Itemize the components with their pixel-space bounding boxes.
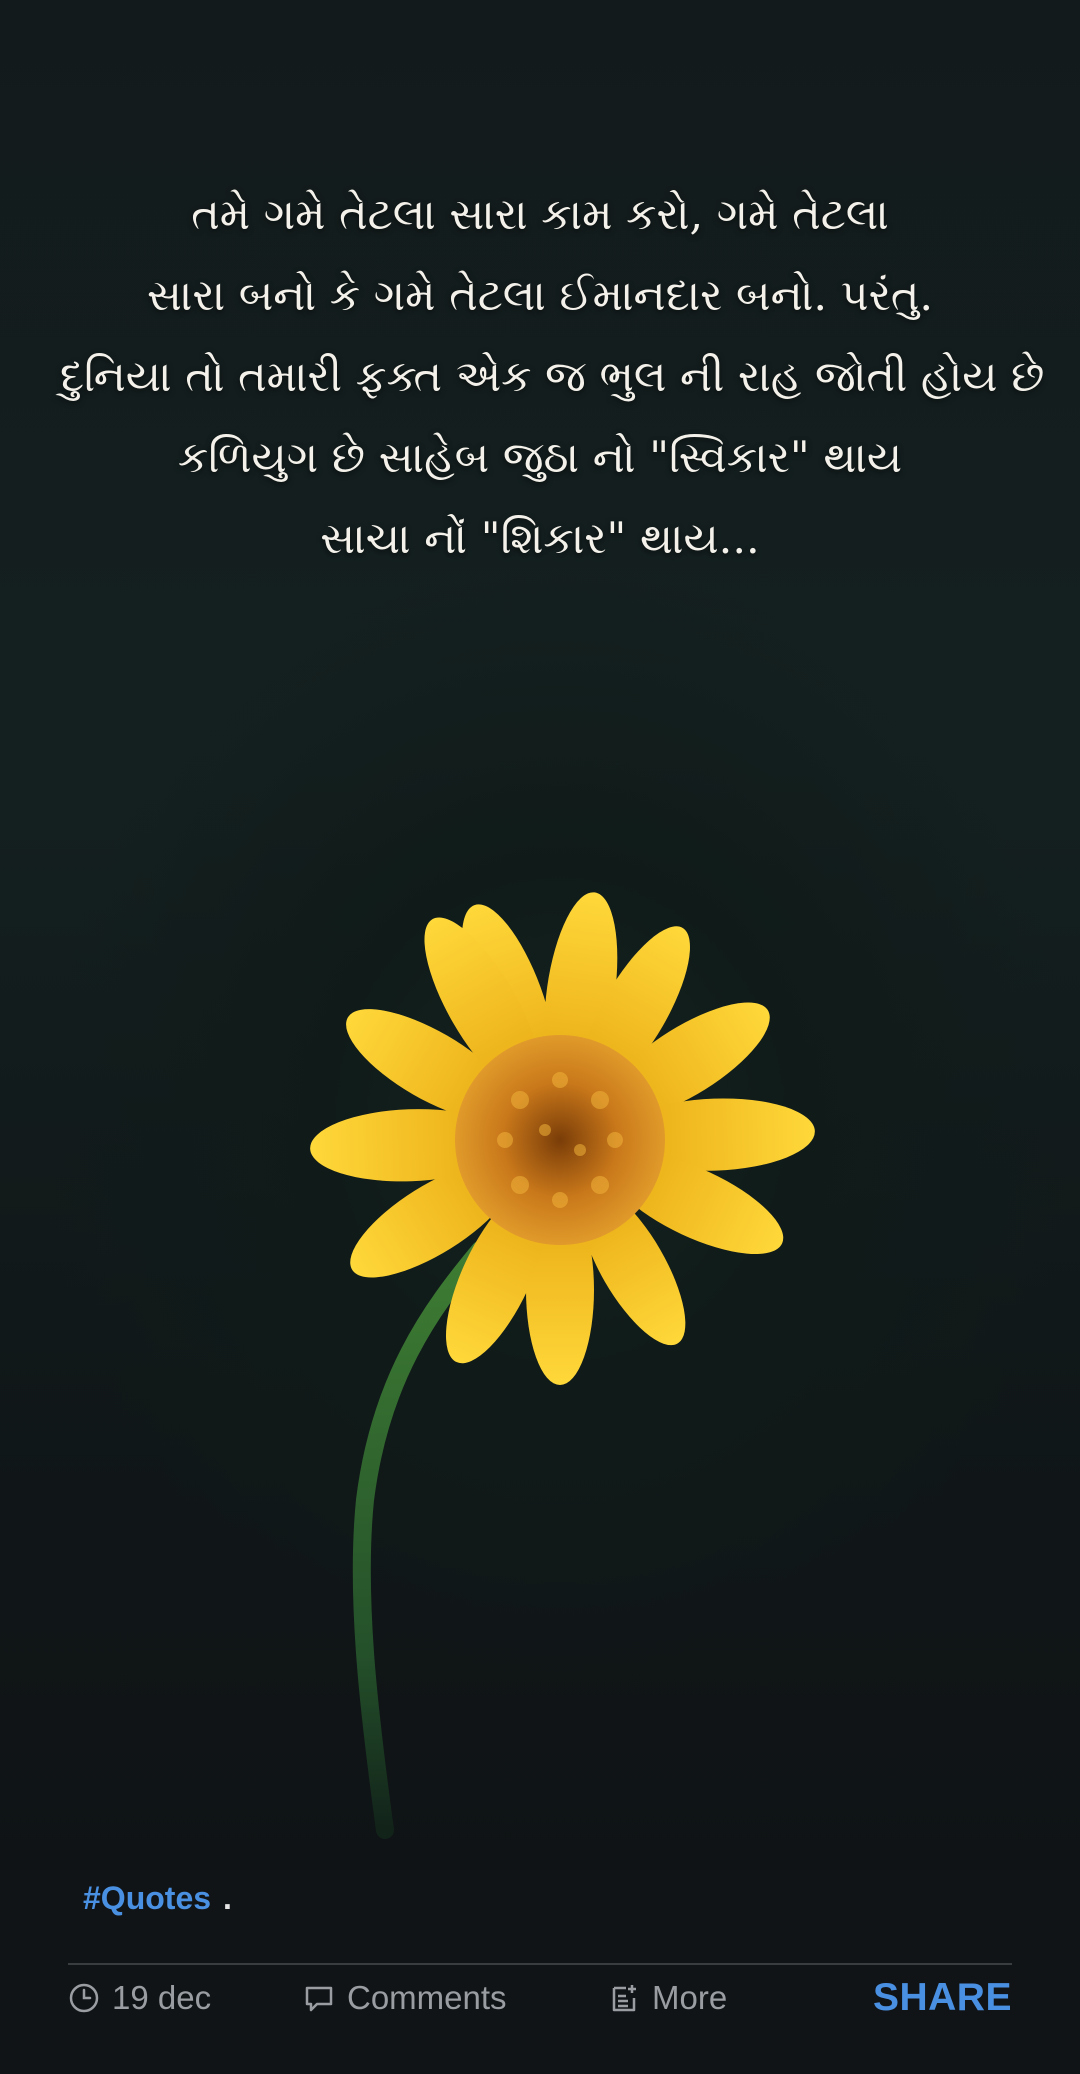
- comments-label: Comments: [347, 1979, 507, 2016]
- comments-button[interactable]: [303, 1968, 507, 2028]
- comment-icon: [303, 1982, 335, 2014]
- quote-line: સાચા નોં "શિકાર" થાય...: [320, 514, 760, 564]
- hashtag-link[interactable]: #Quotes: [83, 1880, 212, 1916]
- flower-center: [455, 1035, 665, 1245]
- hashtag-suffix: .: [223, 1880, 232, 1916]
- post-date-label: 19 dec: [112, 1979, 212, 2016]
- more-label: More: [652, 1979, 728, 2016]
- hashtag-row: [83, 1880, 232, 1917]
- quote-line: કળિયુગ છે સાહેબ જુઠા નો "સ્વિકાર" થાય: [177, 433, 903, 483]
- quote-line: તમે ગમે તેટલા સારા કામ કરો, ગમે તેટલા: [191, 190, 889, 240]
- share-button[interactable]: SHARE: [872, 1976, 1012, 2019]
- quote-line: દુનિયા તો તમારી ફક્ત એક જ ભુલ ની રાહ જોતી હોય છે: [60, 352, 1045, 402]
- clock-icon: [68, 1982, 100, 2014]
- divider: [68, 1963, 1012, 1965]
- action-bar: [68, 1968, 1012, 2028]
- more-doc-icon: [608, 1982, 640, 2014]
- post-date: [68, 1968, 211, 2028]
- quote-line: સારા બનો કે ગમે તેટલા ઈમાનદાર બનો. પરંતુ.: [146, 271, 934, 321]
- more-button[interactable]: [608, 1968, 727, 2028]
- quote-text: [60, 175, 1045, 580]
